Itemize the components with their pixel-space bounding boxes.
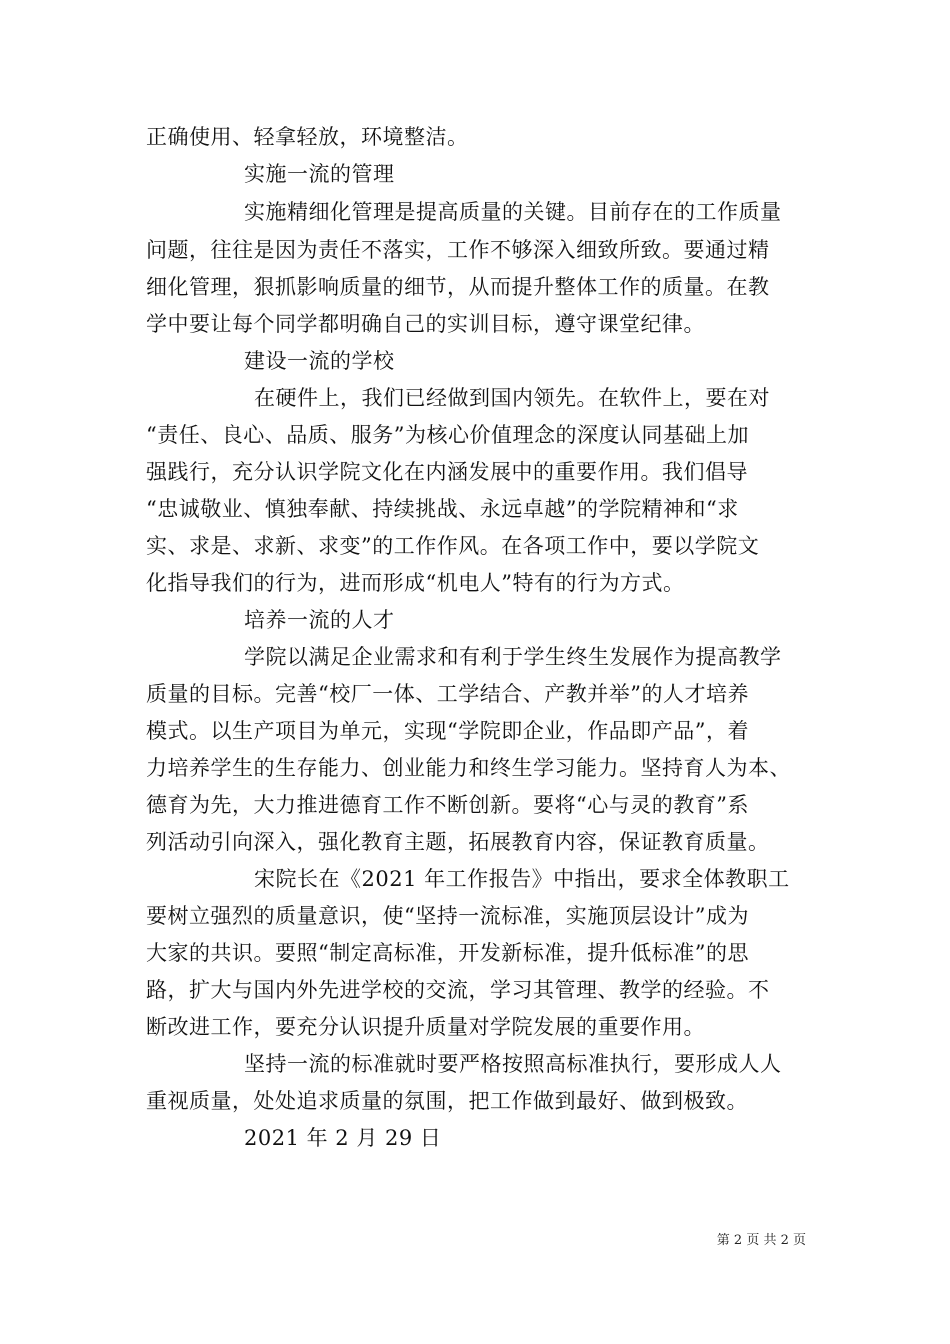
paragraph-line: 断改进工作，要充分认识提升质量对学院发展的重要作用。 [146,1015,705,1039]
paragraph-line: 模式。以生产项目为单元，实现“学院即企业，作品即产品”，着 [146,719,749,743]
paragraph-line: 路，扩大与国内外先进学校的交流，学习其管理、教学的经验。不 [146,978,770,1002]
paragraph-line: 实施精细化管理是提高质量的关键。目前存在的工作质量 [244,200,782,224]
paragraph-line: “责任、良心、品质、服务”为核心价值理念的深度认同基础上加 [146,423,749,447]
paragraph-line: 强践行，充分认识学院文化在内涵发展中的重要作用。我们倡导 [146,460,748,484]
paragraph-line: “忠诚敬业、慎独奉献、持续挑战、永远卓越”的学院精神和“求 [146,497,739,521]
paragraph-line: 大家的共识。要照“制定高标准，开发新标准，提升低标准”的思 [146,941,749,965]
paragraph-line: 在硬件上，我们已经做到国内领先。在软件上，要在对 [254,386,770,410]
paragraph-line: 学院以满足企业需求和有利于学生终生发展作为提高教学 [244,645,782,669]
paragraph-line: 实、求是、求新、求变”的工作作风。在各项工作中，要以学院文 [146,534,760,558]
section-heading: 实施一流的管理 [244,162,395,186]
paragraph-line: 要树立强烈的质量意识，使“坚持一流标准，实施顶层设计”成为 [146,904,749,928]
paragraph-line: 宋院长在《2021 年工作报告》中指出，要求全体教职工 [254,867,790,891]
paragraph-line: 学中要让每个同学都明确自己的实训目标，遵守课堂纪律。 [146,312,705,336]
paragraph-line: 正确使用、轻拿轻放，环境整洁。 [146,125,469,149]
section-heading: 建设一流的学校 [244,349,395,373]
paragraph-line: 列活动引向深入，强化教育主题，拓展教育内容，保证教育质量。 [146,830,770,854]
paragraph-line: 细化管理，狠抓影响质量的细节，从而提升整体工作的质量。在教 [146,275,770,299]
paragraph-line: 问题，往往是因为责任不落实，工作不够深入细致所致。要通过精 [146,238,770,262]
section-heading: 培养一流的人才 [244,608,395,632]
paragraph-line: 化指导我们的行为，进而形成“机电人”特有的行为方式。 [146,571,685,595]
paragraph-line: 力培养学生的生存能力、创业能力和终生学习能力。坚持育人为本、 [146,756,791,780]
paragraph-line: 重视质量，处处追求质量的氛围，把工作做到最好、做到极致。 [146,1089,748,1113]
paragraph-line: 质量的目标。完善“校厂一体、工学结合、产教并举”的人才培养 [146,682,749,706]
page-number-footer: 第 2 页 共 2 页 [716,1233,806,1248]
date-line: 2021 年 2 月 29 日 [244,1126,442,1150]
paragraph-line: 坚持一流的标准就时要严格按照高标准执行，要形成人人 [244,1052,782,1076]
paragraph-line: 德育为先，大力推进德育工作不断创新。要将“心与灵的教育”系 [146,793,749,817]
